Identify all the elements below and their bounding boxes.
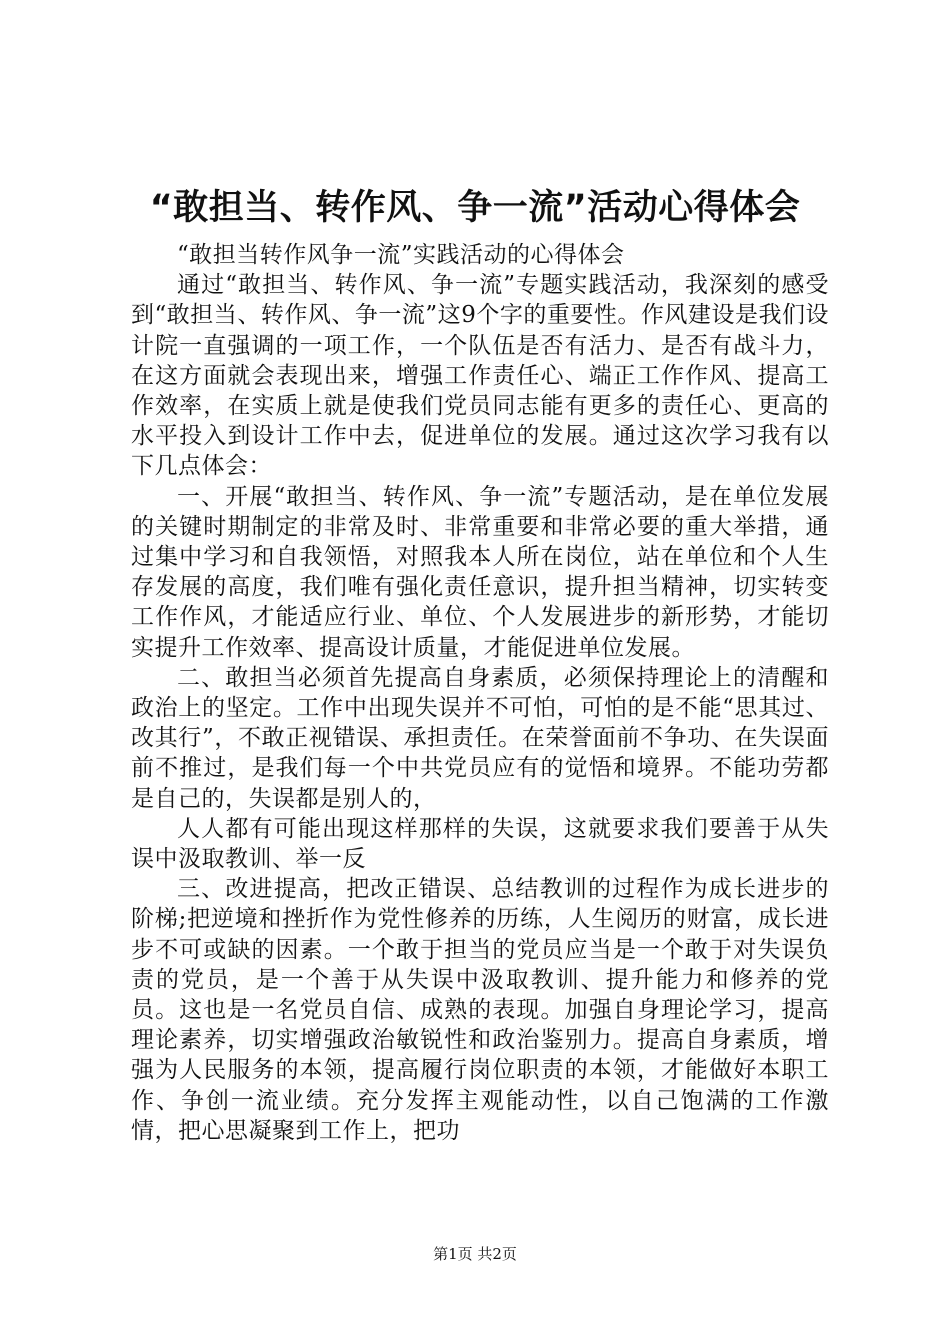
intro-paragraph: 通过“敢担当、转作风、争一流”专题实践活动，我深刻的感受到“敢担当、转作风、争一流”这9个字的重要性。作风建设是我们设计院一直强调的一项工作，一个队伍是否有活力、是否有战斗力，在这方面就会表现出来，增强工作责任心、端正工作作风、提高工作效率，在实质上就是使我们党员同志能有更多的责任心、更高的水平投入到设计工作中去，促进单位的发展。通过这次学习我有以下几点体会： bbox=[131, 272, 829, 480]
point-three-paragraph: 三、改进提高，把改正错误、总结教训的过程作为成长进步的阶梯;把逆境和挫折作为党性修养的历练，人生阅历的财富，成长进步不可或缺的因素。一个敢于担当的党员应当是一个敢于对失误负责的党员，是一个善于从失误中汲取教训、提升能力和修养的党员。这也是一名党员自信、成熟的表现。加强自身理论学习，提高理论素养，切实增强政治敏锐性和政治鉴别力。提高自身素质，增强为人民服务的本领，提高履行岗位职责的本领，才能做好本职工作、争创一流业绩。充分发挥主观能动性，以自己饱满的工作激情，把心思凝聚到工作上，把功 bbox=[131, 876, 829, 1144]
document-body bbox=[131, 240, 829, 1146]
point-one-paragraph: 一、开展“敢担当、转作风、争一流”专题活动，是在单位发展的关键时期制定的非常及时、非常重要和非常必要的重大举措，通过集中学习和自我领悟，对照我本人所在岗位，站在单位和个人生存发展的高度，我们唯有强化责任意识，提升担当精神，切实转变工作作风，才能适应行业、单位、个人发展进步的新形势，才能切实提升工作效率、提高设计质量，才能促进单位发展。 bbox=[131, 483, 829, 661]
document-title: “敢担当、转作风、争一流”活动心得体会 bbox=[149, 188, 801, 228]
point-two-paragraph: 二、敢担当必须首先提高自身素质，必须保持理论上的清醒和政治上的坚定。工作中出现失误并不可怕，可怕的是不能“思其过、改其行”，不敢正视错误、承担责任。在荣誉面前不争功、在失误面前不推过，是我们每一个中共党员应有的觉悟和境界。不能功劳都是自己的，失误都是别人的， bbox=[131, 664, 829, 812]
page-number-footer: 第1页 共2页 bbox=[433, 1245, 517, 1263]
subtitle-paragraph: “敢担当转作风争一流”实践活动的心得体会 bbox=[177, 242, 625, 268]
continuation-paragraph: 人人都有可能出现这样那样的失误，这就要求我们要善于从失误中汲取教训、举一反 bbox=[131, 815, 829, 873]
